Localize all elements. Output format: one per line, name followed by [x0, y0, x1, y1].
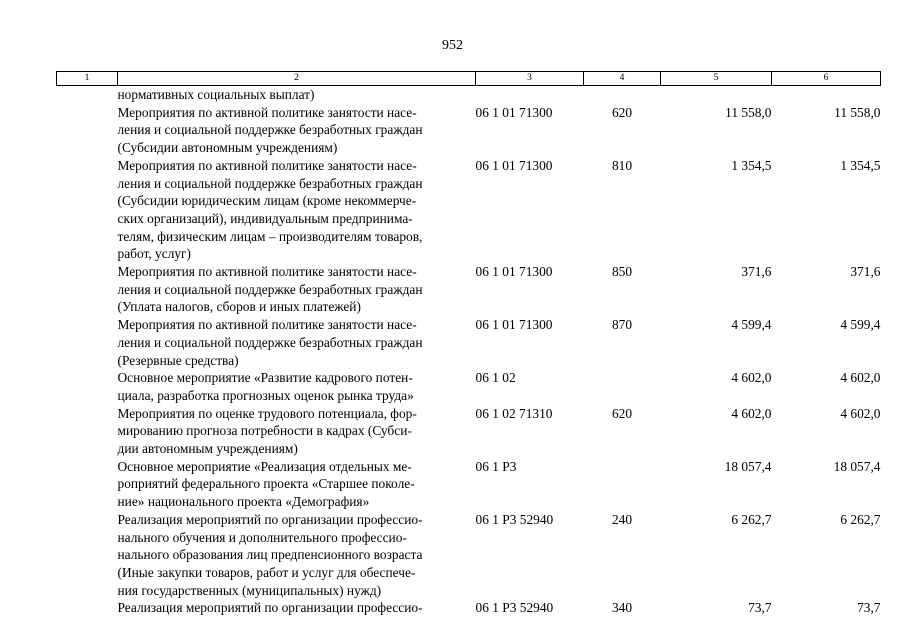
- item-name-line: (Иные закупки товаров, работ и услуг для обеспече-: [117, 564, 416, 580]
- amount-cell: 4 599,4: [731, 317, 772, 333]
- item-name-line: циала, разработка прогнозных оценок рынка труда»: [117, 387, 414, 403]
- amount-total-cell: 11 558,0: [834, 104, 881, 120]
- program-code-cell: 06 1 01 71300: [475, 157, 553, 173]
- amount-cell: 371,6: [741, 264, 772, 280]
- amount-total-cell: 4 602,0: [840, 405, 881, 421]
- program-code-cell: 06 1 P3 52940: [475, 511, 554, 527]
- item-name-line: нального обучения и дополнительного профессио-: [117, 529, 407, 545]
- program-code-cell: 06 1 01 71300: [475, 264, 553, 280]
- item-name-line: телям, физическим лицам – производителям товаров,: [117, 228, 423, 244]
- item-name-line: нального образования лиц предпенсионного возраста: [117, 547, 423, 563]
- item-name-cell: [118, 599, 476, 617]
- item-name-line: Мероприятия по активной политике занятости насе-: [117, 264, 417, 280]
- column-header-5: 5: [661, 72, 772, 86]
- program-code-cell: 06 1 01 71300: [475, 104, 553, 120]
- item-name-line: дии автономным учреждениям): [117, 441, 298, 457]
- expense-type-cell: 620: [611, 405, 633, 421]
- item-name-cell: [118, 104, 476, 157]
- amount-cell: 4 602,0: [731, 405, 772, 421]
- item-name-line: ние» национального проекта «Демография»: [117, 494, 370, 510]
- amount-cell: 73,7: [748, 600, 772, 616]
- table-row: [57, 599, 881, 617]
- table-row: [57, 511, 881, 600]
- expense-type-cell: [584, 369, 661, 404]
- row-number-cell: [57, 104, 118, 157]
- item-name-line: Мероприятия по активной политике занятости насе-: [117, 104, 417, 120]
- header-row: [57, 72, 881, 86]
- row-number-cell: [57, 599, 118, 617]
- table-body: [57, 86, 881, 618]
- column-header-4: 4: [584, 72, 661, 86]
- item-name-cell: [118, 511, 476, 600]
- row-number-cell: [57, 369, 118, 404]
- item-name-line: ния государственных (муниципальных) нужд): [117, 582, 382, 598]
- column-header-3: 3: [476, 72, 584, 86]
- item-name-line: Реализация мероприятий по организации профессио-: [117, 600, 423, 616]
- table-row: [57, 86, 881, 104]
- item-name-line: нормативных социальных выплат): [117, 87, 315, 102]
- amount-total-cell: 371,6: [850, 264, 881, 280]
- item-name-line: (Субсидии автономным учреждениям): [117, 140, 338, 156]
- item-name-cell: [118, 263, 476, 316]
- item-name-line: (Субсидии юридическим лицам (кроме некоммерче-: [117, 193, 417, 209]
- amount-total-cell: 1 354,5: [840, 157, 881, 173]
- amount-total-cell: 6 262,7: [840, 511, 881, 527]
- item-name-cell: [118, 405, 476, 458]
- item-name-line: работ, услуг): [117, 246, 191, 262]
- program-code-cell: 06 1 02 71310: [475, 405, 553, 421]
- expense-type-cell: 340: [611, 600, 633, 616]
- item-name-line: ских организаций), индивидуальным предпринима-: [117, 210, 413, 226]
- amount-total-cell: 4 599,4: [840, 317, 881, 333]
- item-name-line: роприятий федерального проекта «Старшее поколе-: [117, 476, 415, 492]
- item-name-line: ления и социальной поддержке безработных граждан: [117, 281, 423, 297]
- item-name-line: Мероприятия по оценке трудового потенциала, фор-: [117, 405, 417, 421]
- table-row: [57, 316, 881, 369]
- item-name-cell: [118, 369, 476, 404]
- item-name-line: Мероприятия по активной политике занятости насе-: [117, 317, 417, 333]
- item-name-line: Основное мероприятие «Реализация отдельных ме-: [117, 458, 412, 474]
- amount-cell: 18 057,4: [724, 458, 772, 474]
- column-header-2: 2: [118, 72, 476, 86]
- item-name-line: ления и социальной поддержке безработных граждан: [117, 334, 423, 350]
- table-row: [57, 157, 881, 263]
- table-row: [57, 405, 881, 458]
- row-number-cell: [57, 405, 118, 458]
- item-name-line: (Уплата налогов, сборов и иных платежей): [117, 299, 361, 315]
- column-header-1: 1: [57, 72, 118, 86]
- program-code-cell: 06 1 P3: [475, 458, 517, 474]
- expense-type-cell: 850: [611, 264, 633, 280]
- program-code-cell: 06 1 01 71300: [475, 317, 553, 333]
- expense-type-cell: 620: [611, 104, 633, 120]
- program-code-cell: 06 1 P3 52940: [475, 600, 554, 616]
- item-name-cell: [118, 316, 476, 369]
- expense-type-cell: 810: [611, 157, 633, 173]
- expense-type-cell: [584, 458, 661, 511]
- row-number-cell: [57, 86, 118, 104]
- table-row: [57, 458, 881, 511]
- budget-table: [56, 71, 881, 617]
- item-name-cell: [118, 157, 476, 263]
- row-number-cell: [57, 458, 118, 511]
- amount-cell: 6 262,7: [731, 511, 772, 527]
- row-number-cell: [57, 316, 118, 369]
- table-row: [57, 369, 881, 404]
- amount-total-cell: 18 057,4: [833, 458, 881, 474]
- row-number-cell: [57, 263, 118, 316]
- item-name-line: Реализация мероприятий по организации профессио-: [117, 511, 423, 527]
- item-name-line: (Резервные средства): [117, 352, 239, 368]
- row-number-cell: [57, 511, 118, 600]
- item-name-line: ления и социальной поддержке безработных граждан: [117, 122, 423, 138]
- item-name-line: Мероприятия по активной политике занятости насе-: [117, 157, 417, 173]
- expense-type-cell: 870: [611, 317, 633, 333]
- amount-cell: [661, 86, 772, 104]
- table-row: [57, 104, 881, 157]
- row-number-cell: [57, 157, 118, 263]
- item-name-line: мированию прогноза потребности в кадрах (Субси-: [117, 423, 412, 439]
- amount-cell: 4 602,0: [731, 370, 772, 386]
- expense-type-cell: 240: [611, 511, 633, 527]
- item-name-cell: [118, 86, 476, 104]
- program-code-cell: [476, 86, 584, 104]
- amount-total-cell: 4 602,0: [840, 370, 881, 386]
- table-row: [57, 263, 881, 316]
- page-number: 952: [442, 38, 463, 53]
- amount-total-cell: 73,7: [857, 600, 881, 616]
- amount-cell: 1 354,5: [731, 157, 772, 173]
- column-header-6: 6: [772, 72, 881, 86]
- amount-total-cell: [772, 86, 881, 104]
- program-code-cell: 06 1 02: [475, 370, 516, 386]
- item-name-line: ления и социальной поддержке безработных граждан: [117, 175, 423, 191]
- expense-type-cell: [584, 86, 661, 104]
- amount-cell: 11 558,0: [725, 104, 772, 120]
- item-name-line: Основное мероприятие «Развитие кадрового потен-: [117, 370, 413, 386]
- item-name-cell: [118, 458, 476, 511]
